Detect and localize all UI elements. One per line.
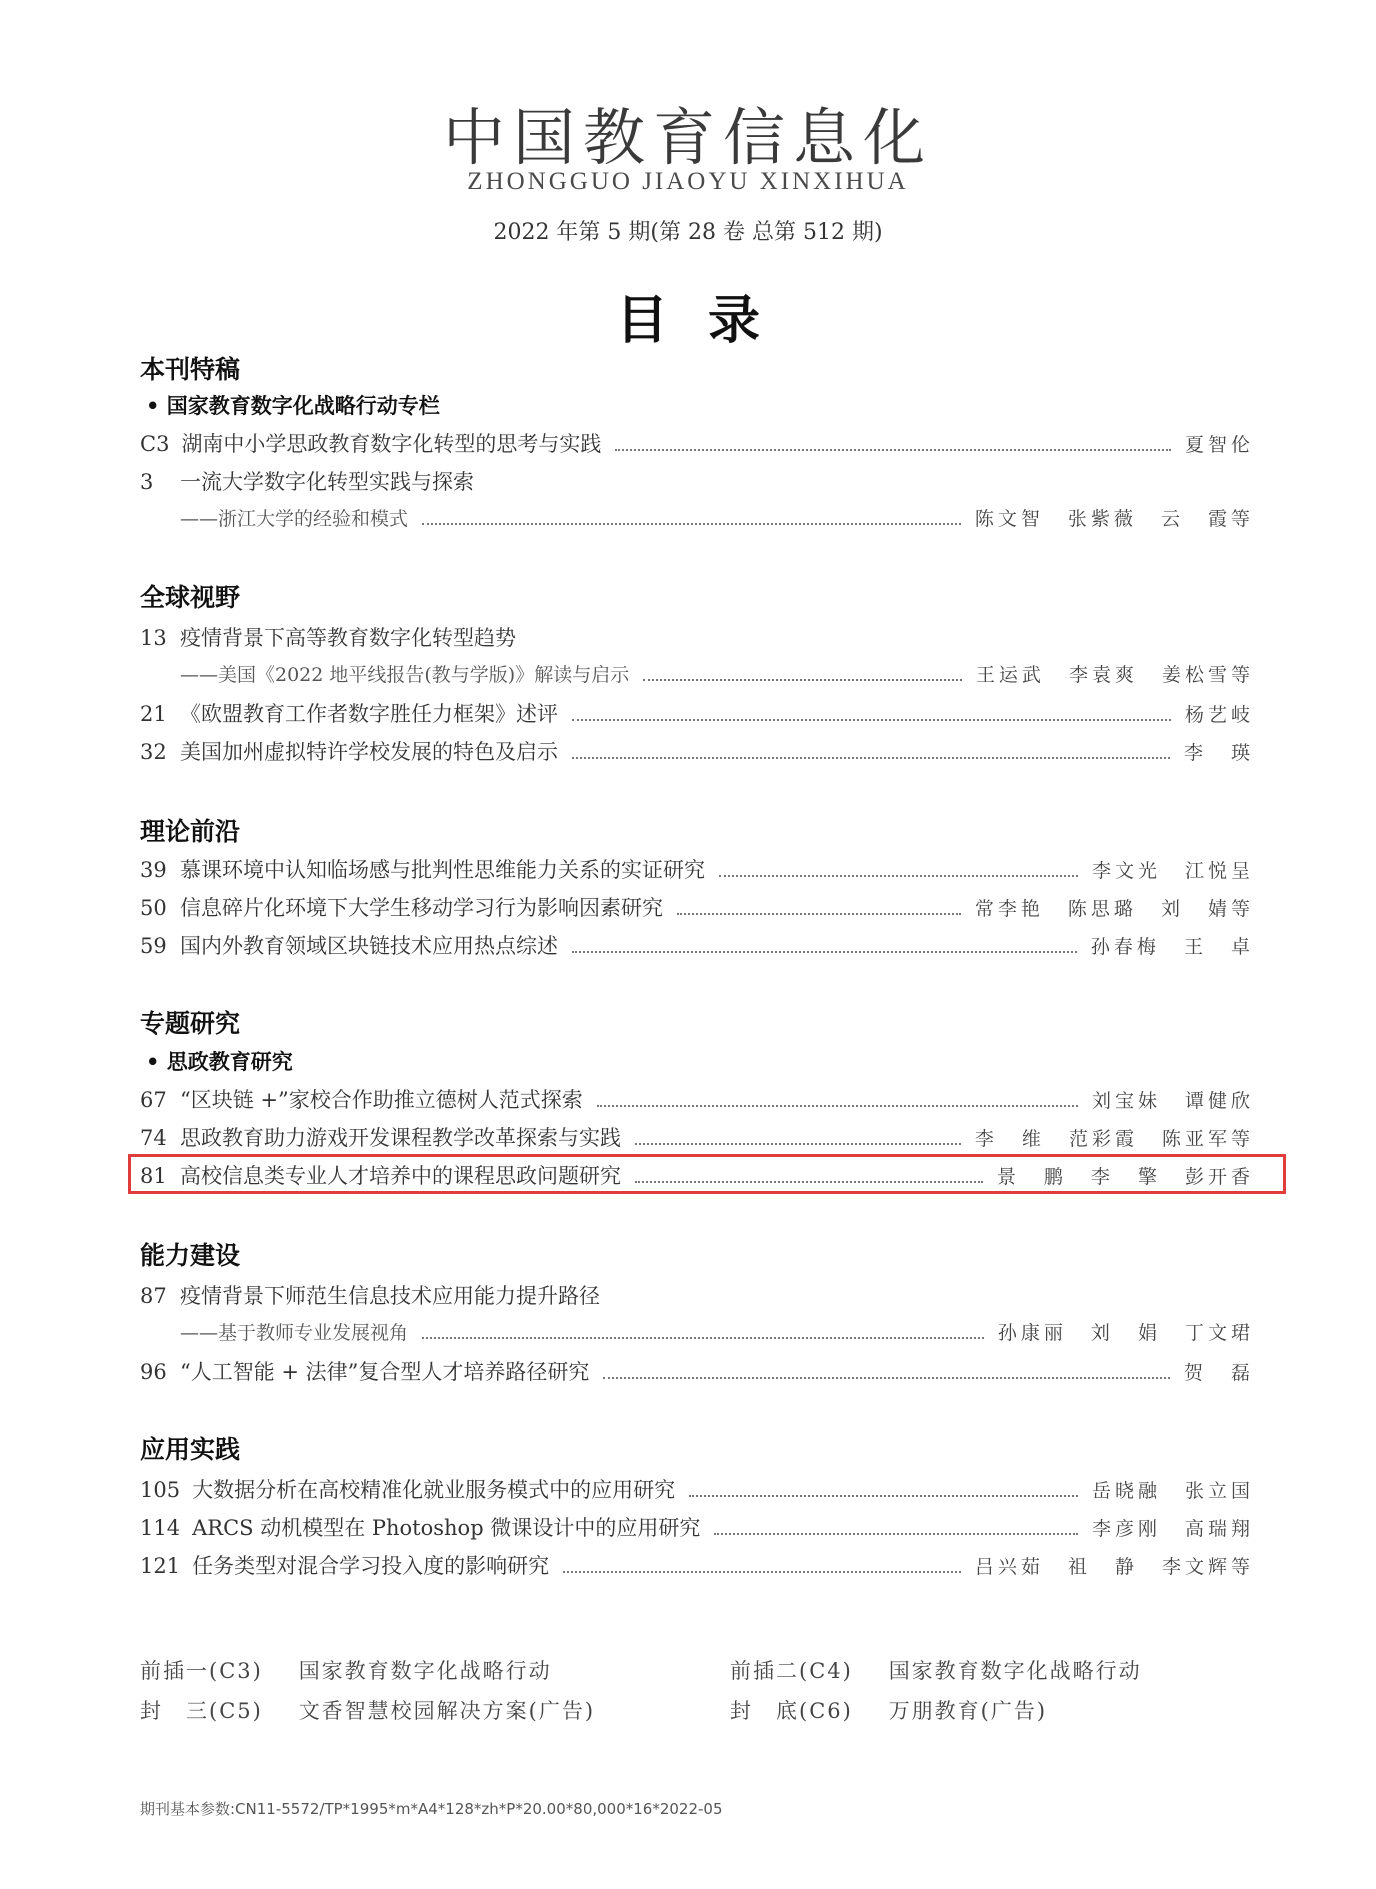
section-heading: 全球视野 — [140, 583, 241, 612]
entry-page: 96 — [140, 1360, 167, 1384]
toc-entry-subtitle[interactable] — [140, 504, 1254, 534]
section-subheading: • 国家教育数字化战略行动专栏 — [146, 394, 440, 418]
toc-entry[interactable] — [140, 736, 1254, 766]
entry-title: 信息碎片化环境下大学生移动学习行为影响因素研究 — [180, 896, 663, 920]
entry-title: 疫情背景下师范生信息技术应用能力提升路径 — [180, 1284, 600, 1308]
toc-entry[interactable] — [140, 428, 1254, 458]
entry-title: 思政教育助力游戏开发课程教学改革探索与实践 — [180, 1126, 621, 1150]
toc-entry-subtitle[interactable] — [140, 1318, 1254, 1348]
insert-item — [730, 1655, 1142, 1685]
entry-authors: 杨艺岐 — [1184, 704, 1254, 726]
dot-leader — [572, 950, 1077, 953]
entry-authors: 李 维 范彩霞 陈亚军等 — [974, 1128, 1254, 1150]
toc-entry[interactable] — [140, 1122, 1254, 1152]
entry-authors: 孙康丽 刘 娟 丁文珺 — [997, 1322, 1254, 1344]
journal-title-cn: 中国教育信息化 — [442, 101, 933, 174]
toc-entry[interactable] — [140, 1474, 1254, 1504]
toc-entry[interactable] — [140, 1512, 1254, 1542]
toc-entry[interactable] — [140, 1550, 1254, 1580]
dot-leader — [572, 718, 1171, 721]
entry-title: ARCS 动机模型在 Photoshop 微课设计中的应用研究 — [192, 1516, 701, 1540]
entry-page: 74 — [140, 1126, 167, 1150]
entry-authors: 陈文智 张紫薇 云 霞等 — [974, 508, 1254, 530]
entry-page: 121 — [140, 1554, 181, 1578]
toc-entry[interactable] — [140, 1280, 1254, 1310]
dot-leader — [422, 522, 961, 525]
entry-authors: 吕兴茹 祖 静 李文辉等 — [974, 1556, 1254, 1578]
dot-leader — [714, 1532, 1078, 1535]
entry-title: 高校信息类专业人才培养中的课程思政问题研究 — [180, 1164, 621, 1188]
dot-leader — [563, 1570, 961, 1573]
entry-page: 32 — [140, 740, 167, 764]
entry-page: 50 — [140, 896, 167, 920]
insert-text: 文香智慧校园解决方案(广告) — [298, 1699, 596, 1723]
entry-authors: 贺 磊 — [1183, 1362, 1254, 1384]
entry-authors: 李 瑛 — [1183, 742, 1254, 764]
entry-authors: 刘宝妹 谭健欣 — [1091, 1090, 1254, 1112]
entry-authors: 王运武 李袁爽 姜松雪等 — [975, 664, 1254, 686]
entry-title: 国内外教育领域区块链技术应用热点综述 — [180, 934, 558, 958]
entry-title: 任务类型对混合学习投入度的影响研究 — [192, 1554, 550, 1578]
entry-authors: 岳晓融 张立国 — [1091, 1480, 1254, 1502]
toc-entry[interactable] — [140, 854, 1254, 884]
issue-info: 2022 年第 5 期(第 28 卷 总第 512 期) — [493, 220, 883, 245]
journal-parameters: 期刊基本参数:CN11-5572/TP*1995*m*A4*128*zh*P*20.00*80,000*16*2022-05 — [140, 1800, 723, 1818]
dot-leader — [422, 1336, 984, 1339]
insert-item — [140, 1695, 595, 1725]
toc-heading: 目录 — [615, 290, 800, 351]
entry-page: 67 — [140, 1088, 167, 1112]
entry-authors: 景 鹏 李 擎 彭开香 — [996, 1166, 1254, 1188]
insert-text: 国家教育数字化战略行动 — [888, 1659, 1142, 1683]
entry-authors: 李彦刚 高瑞翔 — [1091, 1518, 1254, 1540]
entry-authors: 夏智伦 — [1184, 434, 1254, 456]
dot-leader — [572, 756, 1170, 759]
entry-authors: 李文光 江悦呈 — [1091, 860, 1254, 882]
dot-leader — [603, 1376, 1170, 1379]
insert-label: 封 底(C6) — [730, 1699, 853, 1723]
entry-title: 一流大学数字化转型实践与探索 — [180, 470, 474, 494]
insert-label: 封 三(C5) — [140, 1699, 263, 1723]
entry-title: 大数据分析在高校精准化就业服务模式中的应用研究 — [192, 1478, 676, 1502]
entry-page: 59 — [140, 934, 167, 958]
dot-leader — [689, 1494, 1078, 1497]
dot-leader — [635, 1142, 961, 1145]
entry-page: 39 — [140, 858, 167, 882]
entry-page: 87 — [140, 1284, 167, 1308]
highlight-box — [128, 1154, 1286, 1194]
insert-text: 万朋教育(广告) — [888, 1699, 1048, 1723]
entry-page: 81 — [140, 1164, 167, 1188]
entry-title: 《欧盟教育工作者数字胜任力框架》述评 — [180, 702, 558, 726]
entry-title: 美国加州虚拟特许学校发展的特色及启示 — [180, 740, 558, 764]
dot-leader — [719, 874, 1078, 877]
entry-page: C3 — [140, 432, 170, 456]
toc-entry[interactable] — [140, 622, 1254, 652]
section-heading: 应用实践 — [140, 1435, 241, 1464]
toc-entry[interactable] — [140, 1084, 1254, 1114]
insert-item — [140, 1655, 552, 1685]
section-heading: 专题研究 — [140, 1009, 241, 1038]
entry-authors: 孙春梅 王 卓 — [1090, 936, 1254, 958]
dot-leader — [597, 1104, 1078, 1107]
entry-title: “人工智能 + 法律”复合型人才培养路径研究 — [180, 1360, 590, 1384]
entry-page: 105 — [140, 1478, 181, 1502]
dot-leader — [615, 448, 1171, 451]
toc-entry[interactable] — [140, 1356, 1254, 1386]
insert-text: 国家教育数字化战略行动 — [298, 1659, 552, 1683]
entry-page: 13 — [140, 626, 167, 650]
entry-title: ——美国《2022 地平线报告(教与学版)》解读与启示 — [180, 664, 630, 686]
insert-label: 前插二(C4) — [730, 1659, 853, 1683]
entry-title: “区块链 +”家校合作助推立德树人范式探索 — [180, 1088, 583, 1112]
section-heading: 本刊特稿 — [140, 355, 241, 384]
section-heading: 理论前沿 — [140, 817, 241, 846]
insert-label: 前插一(C3) — [140, 1659, 263, 1683]
section-heading: 能力建设 — [140, 1241, 241, 1270]
toc-entry[interactable] — [140, 466, 1254, 496]
toc-entry[interactable] — [140, 892, 1254, 922]
entry-page: 21 — [140, 702, 167, 726]
entry-authors: 常李艳 陈思璐 刘 婧等 — [974, 898, 1254, 920]
toc-entry-subtitle[interactable] — [140, 660, 1254, 690]
entry-page: 114 — [140, 1516, 181, 1540]
toc-entry[interactable] — [140, 698, 1254, 728]
entry-title: ——基于教师专业发展视角 — [180, 1322, 409, 1344]
section-subheading: • 思政教育研究 — [146, 1050, 293, 1074]
dot-leader — [677, 912, 961, 915]
insert-item — [730, 1695, 1047, 1725]
dot-leader — [643, 678, 962, 681]
journal-title-en: ZHONGGUO JIAOYU XINXIHUA — [467, 168, 909, 195]
toc-entry[interactable] — [140, 930, 1254, 960]
entry-title: ——浙江大学的经验和模式 — [180, 508, 409, 530]
entry-title: 疫情背景下高等教育数字化转型趋势 — [180, 626, 516, 650]
entry-title: 湖南中小学思政教育数字化转型的思考与实践 — [181, 432, 602, 456]
entry-title: 慕课环境中认知临场感与批判性思维能力关系的实证研究 — [180, 858, 705, 882]
entry-page: 3 — [140, 470, 154, 494]
